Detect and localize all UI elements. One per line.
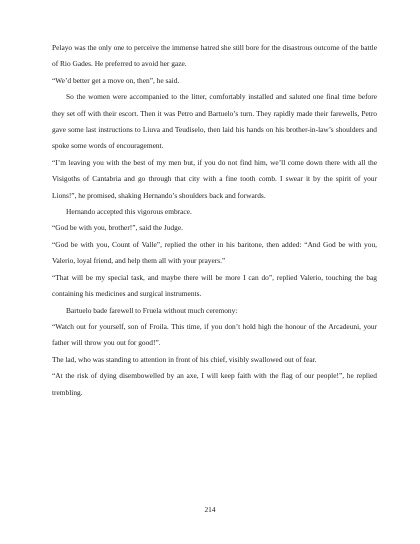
page-number: 214	[204, 505, 216, 514]
paragraph-5: Hernando accepted this vigorous embrace.	[66, 207, 192, 217]
paragraph-7: “God be with you, Count of Valle”, replied the other in his baritone, then added: “And God be with you, Valerio, loyal friend, and help them all with your prayers.”	[52, 239, 377, 266]
paragraph-8: “That will be my special task, and maybe there will be more I can do”, replied Valerio, touching the bag containing his medicines and surgical instruments.	[52, 272, 377, 299]
paragraph-1: Pelayo was the only one to perceive the immense hatred she still bore for the disastrous outcome of the battle of Rio Gades. He preferred to avoid her gaze.	[52, 43, 377, 69]
paragraph-4: “I’m leaving you with the best of my men but, if you do not find him, we’ll come down there with all the Visigoths of Cantabria and go through that city with a fine tooth comb. I swear it by the spirit of your Lions!”, he promised, shaking Hernando’s shoulders back and forwards.	[52, 157, 377, 200]
page-body	[52, 40, 377, 401]
paragraph-10: “Watch out for yourself, son of Froila. This time, if you don’t hold high the honour of the Arcadeuni, your father will throw you out for good!”.	[52, 321, 377, 348]
paragraph-6: “God be with you, brother!”, said the Judge.	[52, 223, 183, 233]
paragraph-9: Bartuelo bade farewell to Fruela without much ceremony:	[66, 305, 238, 315]
paragraph-12: “At the risk of dying disembowelled by an axe, I will keep faith with the flag of our people!”, he replied trembling.	[52, 371, 377, 397]
paragraph-11: The lad, who was standing to attention in front of his chief, visibly swallowed out of fear.	[52, 354, 317, 364]
paragraph-2: “We’d better get a move on, then”, he said.	[52, 75, 180, 85]
paragraph-3: So the women were accompanied to the litter, comfortably installed and saluted one final time before they set off with their escort. Then it was Petro and Bartuelo’s turn. They rapidly made their farewells, Petro gave some last instructions to Liuva and Teudiselo, then laid his hands on his brother-in-law’s shoulders and spoke some words of encouragement.	[52, 92, 377, 151]
